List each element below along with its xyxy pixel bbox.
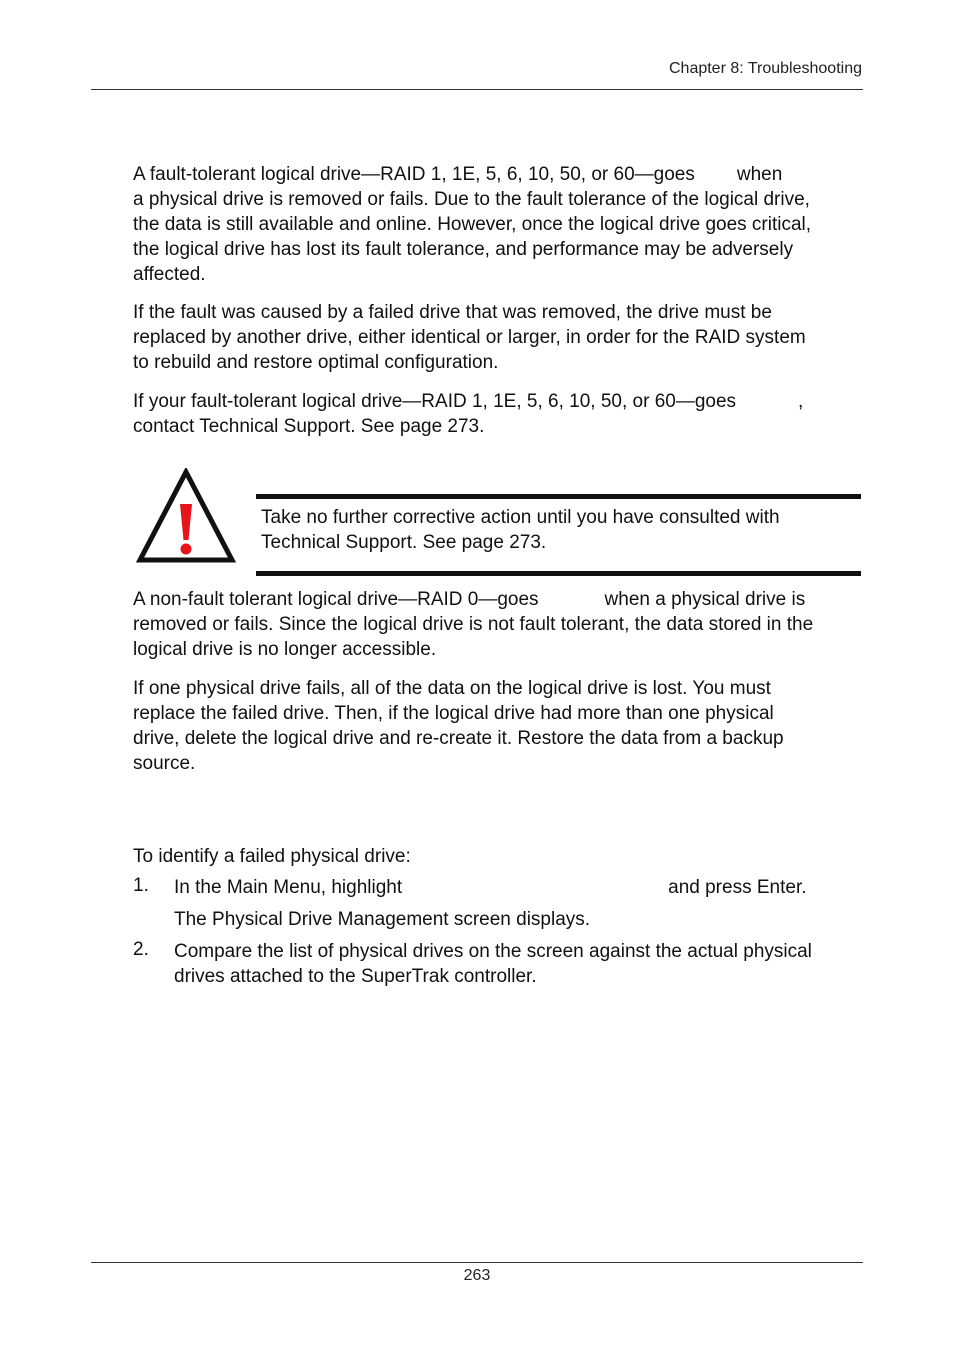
text-line: the logical drive has lost its fault tolerance, and performance may be adversely [133, 239, 794, 260]
offline-paragraph-2 [133, 676, 863, 776]
text-line: drive, delete the logical drive and re-create it. Restore the data from a backup [133, 728, 784, 749]
text-line: to rebuild and restore optimal configuration. [133, 352, 499, 373]
text-segment: A non-fault tolerant logical drive—RAID 0—goes [133, 589, 539, 610]
warning-triangle-icon [136, 468, 236, 564]
text-line: removed or fails. Since the logical drive is not fault tolerant, the data stored in the [133, 614, 814, 635]
text-line: Compare the list of physical drives on the screen against the actual physical [174, 941, 812, 962]
text-segment: and press Enter. [668, 877, 807, 898]
text-line: the data is still available and online. However, once the logical drive goes critical, [133, 214, 812, 235]
critical-paragraph-1 [133, 162, 863, 287]
text-segment: when [736, 164, 783, 185]
critical-paragraph-3 [133, 389, 863, 439]
text-line: a physical drive is removed or fails. Due to the fault tolerance of the logical drive, [133, 189, 810, 210]
text-line: Technical Support. See page 273. [261, 532, 547, 553]
text-line [174, 875, 864, 900]
step-2-text [174, 939, 864, 989]
text-segment: A fault-tolerant logical drive—RAID 1, 1E, 5, 6, 10, 50, or 60—goes [133, 164, 695, 185]
page-number: 263 [463, 1267, 491, 1284]
step-number: 2. [133, 939, 149, 960]
step-1-result: The Physical Drive Management screen displays. [174, 909, 591, 930]
text-line: replaced by another drive, either identical or larger, in order for the RAID system [133, 327, 806, 348]
text-line: affected. [133, 264, 206, 285]
text-line [133, 162, 863, 187]
text-segment: In the Main Menu, highlight [174, 877, 403, 898]
step-number: 1. [133, 875, 149, 896]
running-header: Chapter 8: Troubleshooting [668, 60, 862, 77]
warning-bottom-rule [256, 571, 861, 576]
text-line: If the fault was caused by a failed drive that was removed, the drive must be [133, 302, 772, 323]
text-line: contact Technical Support. See page 273. [133, 416, 485, 437]
text-line: Take no further corrective action until you have consulted with [261, 507, 780, 528]
step-1-text [174, 875, 864, 900]
text-segment: , [798, 391, 804, 412]
header-rule [91, 89, 863, 90]
text-segment: If your fault-tolerant logical drive—RAID 1, 1E, 5, 6, 10, 50, or 60—goes [133, 391, 737, 412]
text-line: If one physical drive fails, all of the data on the logical drive is lost. You must [133, 678, 771, 699]
critical-paragraph-2 [133, 300, 863, 375]
identify-intro: To identify a failed physical drive: [133, 846, 411, 867]
warning-top-rule [256, 494, 861, 499]
text-line: logical drive is no longer accessible. [133, 639, 437, 660]
footer-rule [91, 1262, 863, 1263]
text-line: replace the failed drive. Then, if the logical drive had more than one physical [133, 703, 774, 724]
text-line [133, 389, 863, 414]
offline-paragraph-1 [133, 587, 863, 662]
text-line: source. [133, 753, 196, 774]
warning-text [261, 505, 861, 555]
text-line [133, 587, 863, 612]
text-line: drives attached to the SuperTrak controller. [174, 966, 537, 987]
text-segment: when a physical drive is [604, 589, 806, 610]
